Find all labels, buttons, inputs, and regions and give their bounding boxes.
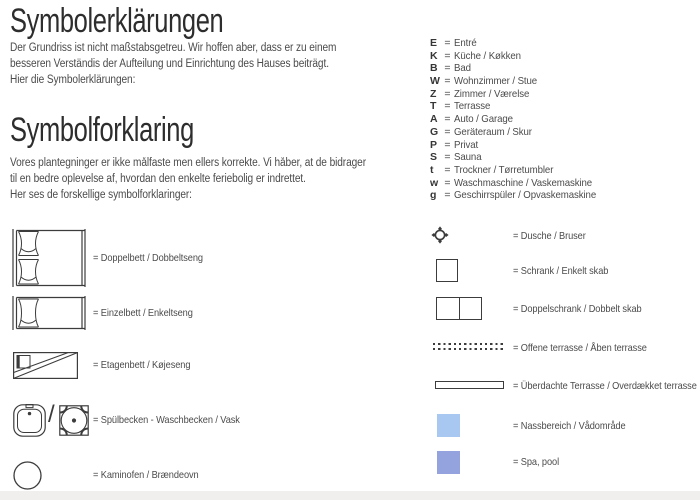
letter-legend-row [430, 37, 608, 50]
cabinet-divider [459, 298, 460, 319]
legend-letter: T [430, 100, 437, 113]
spa-pool-swatch [437, 451, 460, 474]
page-title-german: Symbolerklärungen [10, 2, 224, 40]
double-bed-label: = Doppelbett / Dobbeltseng [93, 252, 203, 264]
letter-legend-row [430, 177, 608, 190]
washbasin-icon [59, 405, 89, 436]
legend-letter: B [430, 62, 438, 75]
bunk-bed-icon [13, 352, 78, 379]
letter-legend-row [430, 75, 608, 88]
equals-sign: = [444, 37, 451, 49]
open-terrace-label: = Offene terrasse / Åben terrasse [513, 342, 647, 354]
cabinet-label: = Schrank / Enkelt skab [513, 265, 609, 277]
single-bed-label: = Einzelbett / Enkeltseng [93, 307, 193, 319]
legend-letter: t [430, 163, 434, 176]
page-title-danish: Symbolforklaring [10, 111, 194, 149]
letter-legend-row [430, 62, 608, 75]
legend-letter: E [430, 37, 438, 49]
equals-sign: = [444, 176, 451, 189]
paragraph-line: besseren Verständis der Aufteilung und Einrichtung des Hauses beiträgt. [10, 58, 329, 70]
dotted-line [433, 343, 503, 345]
legend-letter: A [430, 113, 438, 126]
equals-sign: = [444, 151, 451, 164]
wood-stove-icon [13, 461, 42, 490]
legend-definition: Küche / Køkken [454, 49, 521, 62]
letter-legend [430, 37, 608, 202]
letter-legend-row [430, 100, 608, 113]
single-bed-icon [12, 296, 86, 330]
sink-label: = Spülbecken - Waschbecken / Vask [93, 414, 240, 426]
shower-icon [431, 226, 449, 244]
letter-legend-row [430, 126, 608, 139]
paragraph-line: Vores plantegninger er ikke målfaste men ellers korrekte. Vi håber, at de bidrager [10, 157, 367, 169]
equals-sign: = [444, 125, 451, 138]
letter-legend-row [430, 139, 608, 152]
legend-letter: P [430, 138, 438, 151]
dotted-line [433, 348, 503, 350]
wet-area-swatch [437, 414, 460, 437]
letter-legend-row [430, 50, 608, 63]
letter-legend-row [430, 113, 608, 126]
wet-area-label: = Nassbereich / Vådområde [513, 420, 626, 432]
equals-sign: = [444, 113, 451, 126]
legend-letter: G [430, 125, 439, 138]
letter-legend-row [430, 189, 608, 202]
intro-paragraph-danish [10, 155, 415, 203]
equals-sign: = [444, 189, 451, 202]
shower-label: = Dusche / Bruser [513, 230, 586, 242]
kitchen-sink-icon [13, 404, 46, 437]
legend-letter: K [430, 49, 438, 62]
legend-definition: Privat [454, 138, 479, 151]
double-cabinet-icon [436, 297, 482, 320]
paragraph-line: Her ses de forskellige symbolforklaringer: [10, 189, 192, 201]
letter-legend-row [430, 164, 608, 177]
legend-letter: Z [430, 87, 437, 100]
spa-pool-label: = Spa, pool [513, 456, 560, 468]
equals-sign: = [444, 62, 451, 75]
equals-sign: = [444, 138, 451, 151]
legend-definition: Entré [454, 37, 477, 49]
letter-legend-row [430, 88, 608, 101]
open-terrace-icon [433, 343, 503, 351]
legend-definition: Bad [454, 62, 471, 75]
legend-definition: Geräteraum / Skur [454, 125, 532, 138]
covered-terrace-label: = Überdachte Terrasse / Overdækket terrasse [513, 380, 697, 392]
wood-stove-label: = Kaminofen / Brændeovn [93, 469, 199, 481]
legend-letter: w [430, 176, 439, 189]
double-cabinet-label: = Doppelschrank / Dobbelt skab [513, 303, 642, 315]
equals-sign: = [444, 87, 451, 100]
intro-paragraph-german [10, 40, 381, 88]
legend-letter: g [430, 189, 437, 202]
double-bed-icon [12, 229, 86, 287]
legend-definition: Wohnzimmer / Stue [454, 75, 538, 88]
equals-sign: = [444, 49, 451, 62]
paragraph-line: Hier die Symbolerklärungen: [10, 74, 136, 86]
legend-definition: Trockner / Tørretumbler [454, 163, 554, 176]
legend-letter: S [430, 151, 438, 164]
bunk-bed-label: = Etagenbett / Køjeseng [93, 359, 191, 371]
letter-legend-row [430, 151, 608, 164]
equals-sign: = [444, 163, 451, 176]
paragraph-line: Der Grundriss ist nicht maßstabsgetreu. Wir hoffen aber, dass er zu einem [10, 42, 337, 54]
equals-sign: = [444, 75, 451, 88]
covered-terrace-icon [435, 381, 504, 389]
legend-definition: Zimmer / Værelse [454, 87, 530, 100]
legend-definition: Terrasse [454, 100, 491, 113]
paragraph-line: til en bedre oplevelse af, hvordan den enkelte feriebolig er indrettet. [10, 173, 306, 185]
cabinet-icon [436, 259, 458, 282]
legend-definition: Auto / Garage [454, 113, 513, 126]
page-bottom-strip [0, 491, 700, 500]
legend-definition: Waschmaschine / Vaskemaskine [454, 176, 593, 189]
legend-definition: Sauna [454, 151, 482, 164]
slash-separator: / [48, 401, 55, 428]
legend-letter: W [430, 75, 440, 88]
legend-definition: Geschirrspüler / Opvaskemaskine [454, 189, 597, 202]
equals-sign: = [444, 100, 451, 113]
